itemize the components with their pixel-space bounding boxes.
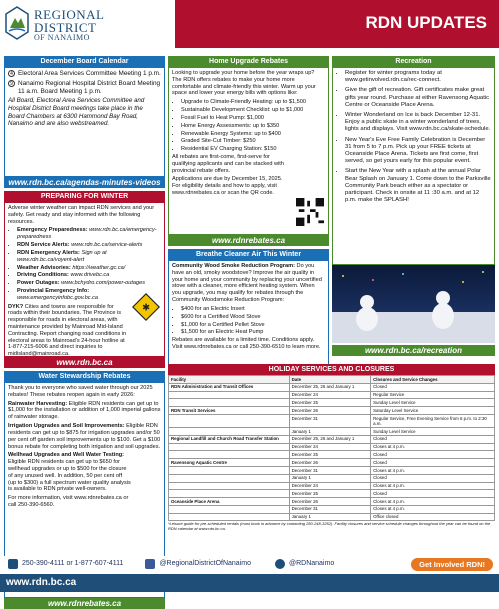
calendar-item-text: Nanaimo Regional Hospital District Board Meeting 11 a.m. Board Meeting 1 p.m. bbox=[18, 79, 161, 95]
table-cell bbox=[169, 490, 290, 498]
table-cell: Closes at 4 p.m. bbox=[371, 482, 495, 490]
table-cell: Sunday Level Service bbox=[371, 399, 495, 407]
facebook-icon bbox=[145, 559, 155, 569]
rdn-logo bbox=[4, 4, 154, 44]
table-cell: Closes at 4 p.m. bbox=[371, 505, 495, 513]
calendar-item-text: Electoral Area Services Committee Meeting 1 p.m. bbox=[18, 70, 161, 77]
water-heading: Water Stewardship Rebates bbox=[4, 371, 165, 382]
winter-resource: • Provincial Emergency Info: www.emergencyinfobc.gov.bc.ca bbox=[17, 288, 161, 302]
recreation-box bbox=[332, 67, 495, 265]
org-name-line2: DISTRICT bbox=[34, 20, 97, 35]
breathe-lead: Community Wood Smoke Reduction Program: Do you have an old, smoky woodstove? Improve the air quality in your home and your community by replacing your uncertified stove with a cleaner, more efficient heating system. When you upgrade, you may qualify for rebates through the Community Woodsmoke Reduction Program: bbox=[172, 263, 322, 304]
table-cell: Closed bbox=[371, 474, 495, 482]
column-header: Facility bbox=[169, 376, 290, 384]
winter-resource: • RDN Emergency Alerts: Sign up at www.rdn.bc.ca/voyent-alert bbox=[17, 250, 161, 264]
recreation-item: • Register for winter programs today at www.getinvolved.rdn.ca/rec-connect. bbox=[345, 70, 491, 84]
winter-dyk: DYK? Cities and towns are responsible for roads within their boundaries. The Province is responsible for roads in electoral areas, with maintenance provided by Mainroad Mid-Island Contracting. Report changing road conditions in electoral areas to Mainroad's 24-hour hotline at 1-877-215-6006 and direct inquiries to midisland@mainroad.ca. bbox=[8, 303, 127, 358]
winter-link[interactable]: www.rdn.bc.ca bbox=[4, 357, 165, 368]
breathe-box bbox=[168, 260, 329, 366]
water-irrigation: Irrigation Upgrades and Soil Improvements: Eligible RDN residents can get up to $875 for irrigation upgrades and/or 50 per cent off garden soil improvements up to $100. Get a $100 bonus rebate for completing both irrigation and soil upgrades. bbox=[8, 423, 161, 450]
winter-heading: PREPARING FOR WINTER bbox=[4, 191, 165, 202]
table-cell: Closed bbox=[371, 459, 495, 467]
breathe-rebate-item: • $1,000 for a Certified Pellet Stove bbox=[181, 322, 325, 329]
winter-intro: Adverse winter weather can impact RDN services and your safety. Get ready and stay informed with the following resources. bbox=[8, 205, 155, 225]
table-row bbox=[169, 383, 495, 391]
snowman-image bbox=[356, 307, 378, 331]
string-light bbox=[482, 271, 484, 273]
calendar-item bbox=[8, 80, 161, 96]
contact-line bbox=[0, 556, 499, 572]
table-row bbox=[169, 407, 495, 415]
column-left bbox=[4, 56, 165, 609]
home-box bbox=[168, 67, 329, 235]
calendar-date-badge: 4 bbox=[8, 70, 15, 77]
winter-resource: • Weather Advisories: https://weather.gc.ca/ bbox=[17, 265, 161, 272]
table-cell: January 1 bbox=[289, 474, 371, 482]
page-header bbox=[0, 0, 499, 48]
table-cell: Ravensong Aquatic Centre bbox=[169, 459, 290, 467]
water-intro: Thank you to everyone who saved water through our 2025 rebates! These rebates reopen again in early 2026: bbox=[8, 385, 153, 398]
winter-resource: • RDN Service Alerts: www.rdn.bc.ca/service-alerts bbox=[17, 242, 161, 249]
string-light bbox=[342, 275, 344, 277]
recreation-link[interactable]: www.rdn.bc.ca/recreation bbox=[332, 345, 495, 356]
table-cell: December 31 bbox=[289, 505, 371, 513]
table-row bbox=[169, 474, 495, 482]
water-rainwater: Rainwater Harvesting: Eligible RDN residents can get up to $1,000 for the installation or addition of 1,000 imperial gallons of rainwater storage. bbox=[8, 400, 161, 421]
resource-link[interactable]: https://weather.gc.ca/ bbox=[72, 264, 126, 271]
table-row bbox=[169, 443, 495, 451]
table-cell: January 1 bbox=[289, 427, 371, 435]
recreation-item: • Start the New Year with a splash at the annual Polar Bear Splash on January 1. Come down to the Parksville Community Park beach either as a spectator or participant. Check in onsite at 11 :30 a.m. and at 12 p.m. make the SPLASH! bbox=[345, 168, 491, 204]
table-row bbox=[169, 482, 495, 490]
table-cell: Regular Service bbox=[371, 391, 495, 399]
string-light bbox=[372, 279, 374, 281]
table-cell bbox=[169, 427, 290, 435]
table-cell: Closes at 4 p.m. bbox=[371, 466, 495, 474]
table-header-row bbox=[169, 376, 495, 384]
recreation-item: • Winter Wonderland on Ice is back December 12-31. Enjoy a public skate in a winter wonderland of trees, lights and displays. Visit www.rdn.bc.ca/skate-schedule. bbox=[345, 112, 491, 134]
org-name-line1: REGIONAL bbox=[34, 7, 105, 22]
contact-twitter[interactable]: @RDNanaimo bbox=[275, 559, 334, 569]
table-cell: Regional Landfill and Church Road Transfer Station bbox=[169, 435, 290, 443]
table-cell: Sunday Level Service bbox=[371, 427, 495, 435]
resource-link[interactable]: www.rdn.bc.ca/service-alerts bbox=[71, 242, 143, 249]
holiday-heading: HOLIDAY SERVICES AND CLOSURES bbox=[168, 364, 495, 375]
get-involved-button[interactable]: Get Involved RDN! bbox=[411, 558, 493, 571]
table-cell: Regular Service, Free Evening Service from 6 p.m. to 2:30 a.m. bbox=[371, 414, 495, 427]
breathe-rebate-item: • $400 for an Electric Insert bbox=[181, 306, 325, 313]
page-footer bbox=[0, 556, 499, 592]
table-cell: Closed bbox=[371, 435, 495, 443]
holiday-section bbox=[168, 364, 495, 531]
twitter-icon bbox=[275, 559, 285, 569]
table-row bbox=[169, 490, 495, 498]
table-cell bbox=[169, 474, 290, 482]
breathe-outro: Rebates are available for a limited time. Conditions apply. Visit www.rdnrebates.ca or call 250-390-6510 to learn more. bbox=[172, 337, 321, 350]
water-more: For more information, visit www.rdnrebates.ca or call 250-390-6560. bbox=[8, 495, 129, 508]
table-cell: Office closed bbox=[371, 513, 495, 521]
footer-bar bbox=[0, 574, 499, 592]
home-rebate-item: • Residential EV Charging Station: $150 bbox=[181, 146, 325, 153]
phone-icon bbox=[8, 559, 18, 569]
water-wellhead: Wellhead Upgrades and Well Water Testing: Eligible RDN residents can get up to $650 for wellhead upgrades or up to $500 for the closure of any unused well. In addition, 50 per cent off (up to $300) a full spectrum water quality analysis is available to RDN private well-owners. bbox=[8, 452, 131, 493]
table-cell: RDN Administration and Transit Offices bbox=[169, 383, 290, 391]
recreation-heading: Recreation bbox=[332, 56, 495, 67]
table-row bbox=[169, 427, 495, 435]
home-rebate-list bbox=[172, 99, 325, 153]
qr-code-icon bbox=[296, 198, 324, 226]
header-banner bbox=[175, 0, 499, 48]
table-cell: December 26 bbox=[289, 498, 371, 506]
holiday-table-body bbox=[169, 383, 495, 521]
table-cell: December 25, 26 and January 1 bbox=[289, 383, 371, 391]
home-rebate-item: • Sustainable Development Checklist: up to $1,000 bbox=[181, 107, 325, 114]
resource-link[interactable]: Sign up at www.rdn.bc.ca/voyent-alert bbox=[17, 249, 107, 263]
column-middle bbox=[168, 56, 329, 377]
table-row bbox=[169, 451, 495, 459]
contact-phone: 250-390-4111 or 1-877-607-4111 bbox=[8, 559, 123, 569]
table-cell bbox=[169, 399, 290, 407]
table-cell bbox=[169, 466, 290, 474]
holiday-table bbox=[168, 375, 495, 521]
table-row bbox=[169, 466, 495, 474]
table-cell bbox=[169, 443, 290, 451]
water-link[interactable]: www.rdnrebates.ca bbox=[4, 598, 165, 609]
table-cell: Closes at 4 p.m. bbox=[371, 443, 495, 451]
table-cell: December 31 bbox=[289, 414, 371, 427]
table-cell bbox=[169, 391, 290, 399]
table-cell: December 25, 26 and January 1 bbox=[289, 435, 371, 443]
table-cell: December 24 bbox=[289, 482, 371, 490]
home-outro: All rebates are first-come, first-serve for qualifying applicants and can be stacked with provincial rebate offers. bbox=[172, 153, 284, 174]
table-row bbox=[169, 399, 495, 407]
calendar-date-badge: 9 bbox=[8, 80, 15, 87]
table-cell: December 25 bbox=[289, 399, 371, 407]
recreation-item: • Give the gift of recreation. Gift certificates make great gifts year round. Purchase at either Ravensong Aquatic Centre or Oceanside Place Arena. bbox=[345, 87, 491, 109]
table-cell: Closed bbox=[371, 490, 495, 498]
table-cell: Closes at 4 p.m. bbox=[371, 498, 495, 506]
resource-link[interactable]: www.emergencyinfobc.gov.bc.ca bbox=[17, 294, 99, 301]
page-title: RDN UPDATES bbox=[365, 13, 487, 32]
resource-link[interactable]: www.rdn.bc.ca/emergency-preparedness bbox=[17, 227, 157, 241]
table-cell: December 31 bbox=[289, 466, 371, 474]
calendar-item bbox=[8, 70, 161, 78]
table-row bbox=[169, 459, 495, 467]
home-rebate-item: • Home Energy Assessments: up to $350 bbox=[181, 123, 325, 130]
home-rebate-item: • Fossil Fuel to Heat Pump: $1,000 bbox=[181, 115, 325, 122]
winter-resource-list bbox=[8, 227, 161, 301]
table-cell bbox=[169, 451, 290, 459]
table-cell: December 25 bbox=[289, 490, 371, 498]
snowman-image bbox=[432, 303, 454, 329]
column-header: Closures and Service Changes bbox=[371, 376, 495, 384]
home-deadline: Applications are due by December 15, 2025. For eligibility details and how to apply, visit www.rdnrebates.ca or scan the QR code. bbox=[172, 176, 283, 196]
december-calendar-heading: December Board Calendar bbox=[4, 56, 165, 67]
table-row bbox=[169, 513, 495, 521]
table-cell bbox=[169, 513, 290, 521]
holiday-note: *Leisure guide for pre-scheduled rentals (must book in advance by contacting 250-248-3252). Facility closures and service schedule changes throughout the year can be found on the RDN calendar at www.rdn.bc.ca. bbox=[168, 521, 491, 531]
home-rebate-item: • Renewable Energy Systems: up to $400 bbox=[181, 131, 325, 138]
home-intro: Looking to upgrade your home before the year wraps up? The RDN offers rebates to make your home more comfortable and climate-friendly this winter. Warm up your space and lower your energy bills with options like: bbox=[172, 70, 316, 97]
table-row bbox=[169, 391, 495, 399]
resource-link[interactable]: www.drivebc.ca bbox=[70, 272, 110, 279]
contact-facebook[interactable]: @RegionalDistrictOfNanaimo bbox=[145, 559, 251, 569]
calendar-link[interactable]: www.rdn.bc.ca/agendas-minutes-videos bbox=[4, 177, 165, 188]
table-cell: January 1 bbox=[289, 513, 371, 521]
table-row bbox=[169, 414, 495, 427]
breathe-rebate-list bbox=[172, 306, 325, 336]
resource-link[interactable]: www.bchydro.com/power-outages bbox=[61, 280, 145, 287]
table-cell bbox=[169, 482, 290, 490]
table-row bbox=[169, 435, 495, 443]
table-cell: December 25 bbox=[289, 451, 371, 459]
breathe-heading: Breathe Cleaner Air This Winter bbox=[168, 249, 329, 260]
column-right bbox=[332, 56, 495, 356]
winter-resource: • Driving Conditions: www.drivebc.ca bbox=[17, 272, 161, 279]
table-cell: Saturday Level Service bbox=[371, 407, 495, 415]
table-cell: RDN Transit Services bbox=[169, 407, 290, 415]
table-cell: December 24 bbox=[289, 391, 371, 399]
winter-resource: • Power Outages: www.bchydro.com/power-outages bbox=[17, 280, 161, 287]
recreation-item: • New Year's Eve Free Family Celebration is December 31 from 5 to 7 p.m. Pick up your FREE tickets at Oceanside Place Arena. Tickets are first come, first served, so get yours early for this popular event. bbox=[345, 137, 491, 166]
breathe-rebate-item: • $1,500 for an Electric Heat Pump bbox=[181, 329, 325, 336]
winter-box bbox=[4, 202, 165, 357]
table-cell: December 24 bbox=[289, 443, 371, 451]
table-cell: Oceanside Place Arena bbox=[169, 498, 290, 506]
table-cell: December 26 bbox=[289, 407, 371, 415]
winter-resource: • Emergency Preparedness: www.rdn.bc.ca/emergency-preparedness bbox=[17, 227, 161, 241]
table-cell: December 26 bbox=[289, 459, 371, 467]
column-header: Date bbox=[289, 376, 371, 384]
string-light bbox=[462, 281, 464, 283]
rdn-logo-mark-icon bbox=[4, 6, 30, 40]
table-cell: Closed bbox=[371, 451, 495, 459]
home-link[interactable]: www.rdnrebates.ca bbox=[168, 235, 329, 246]
breathe-rebate-item: • $600 for a Certified Wood Stove bbox=[181, 314, 325, 321]
home-rebate-item: • Graded Site-Cut Timber: $250 bbox=[181, 138, 325, 145]
warning-sign-icon bbox=[132, 293, 160, 321]
footer-website[interactable]: www.rdn.bc.ca bbox=[6, 577, 77, 588]
winter-wonderland-photo bbox=[332, 265, 495, 343]
svg-text:✱: ✱ bbox=[142, 302, 150, 313]
table-cell bbox=[169, 414, 290, 427]
org-name-line3: OF NANAIMO bbox=[34, 33, 90, 42]
december-calendar-box bbox=[4, 67, 165, 177]
table-row bbox=[169, 498, 495, 506]
table-cell: Closed bbox=[371, 383, 495, 391]
home-rebate-item: • Upgrade to Climate-Friendly Heating: up to $1,500 bbox=[181, 99, 325, 106]
recreation-list bbox=[336, 70, 491, 204]
table-row bbox=[169, 505, 495, 513]
home-heading: Home Upgrade Rebates bbox=[168, 56, 329, 67]
string-light bbox=[402, 273, 404, 275]
table-cell bbox=[169, 505, 290, 513]
calendar-note: All Board, Electoral Area Services Committee and Hospital District Board meetings take place in the Board Chambers at 6300 Hammond Bay Road, Nanaimo and are also webstreamed. bbox=[8, 97, 145, 128]
